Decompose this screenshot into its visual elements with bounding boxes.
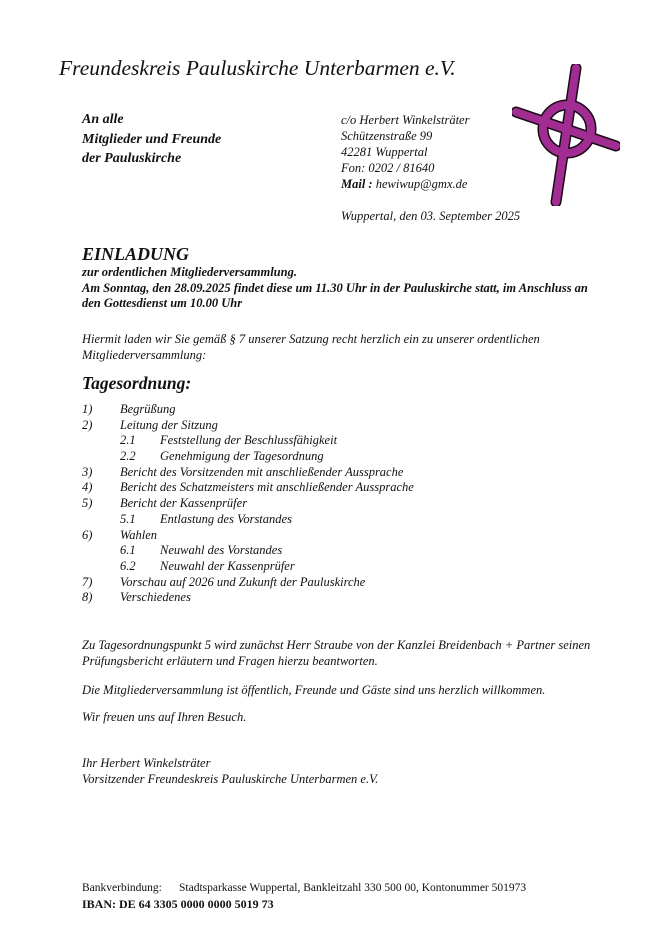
sender-mail — [341, 176, 469, 192]
agenda-text: Begrüßung — [120, 402, 176, 416]
agenda-number: 2.1 — [120, 433, 136, 448]
agenda-item — [82, 496, 582, 512]
agenda-item — [82, 465, 582, 481]
agenda-text: Genehmigung der Tagesordnung — [160, 449, 324, 464]
agenda-number: 7) — [82, 574, 93, 589]
agenda-number: 4) — [82, 480, 93, 495]
agenda-item — [82, 418, 582, 434]
agenda-number: 5.1 — [120, 511, 136, 526]
agenda-subitem — [82, 449, 582, 465]
recipient-line: An alle — [82, 112, 124, 127]
agenda-item — [82, 480, 582, 496]
sender-phone: Fon: 0202 / 81640 — [341, 161, 435, 175]
agenda-item — [82, 528, 582, 544]
agenda-number: 8) — [82, 590, 93, 605]
intro-paragraph: Hiermit laden wir Sie gemäß § 7 unserer Satzung recht herzlich ein zu unserer ordentlichen Mitgliederversammlung: — [82, 332, 540, 362]
agenda-text: Verschiedenes — [120, 590, 191, 605]
sender-city: 42281 Wuppertal — [341, 145, 428, 159]
agenda-text: Feststellung der Beschlussfähigkeit — [160, 433, 338, 448]
agenda-title: Tagesordnung: — [82, 373, 192, 393]
agenda-subitem — [82, 433, 582, 449]
agenda-number: 6) — [82, 527, 93, 542]
agenda-item — [82, 590, 582, 606]
signature-role: Vorsitzender Freundeskreis Pauluskirche Unterbarmen e.V. — [82, 772, 379, 786]
agenda-text: Entlastung des Vorstandes — [160, 511, 292, 526]
agenda-text: Bericht des Schatzmeisters mit anschließender Aussprache — [120, 480, 414, 495]
agenda-text: Neuwahl des Vorstandes — [160, 543, 283, 558]
agenda-text: Bericht der Kassenprüfer — [120, 496, 248, 511]
mail-address[interactable]: hewiwup@gmx.de — [372, 177, 468, 191]
agenda-number: 2.2 — [120, 449, 136, 464]
mail-label: Mail : — [341, 177, 373, 191]
agenda-item — [82, 402, 582, 418]
agenda-number: 5) — [82, 496, 93, 511]
agenda-number: 3) — [82, 464, 93, 479]
agenda-subitem — [82, 512, 582, 528]
invitation-subheading — [82, 265, 602, 312]
place-date: Wuppertal, den 03. September 2025 — [341, 209, 521, 223]
agenda-subitem — [82, 543, 582, 559]
sender-address — [341, 112, 469, 192]
organization-title: Freundeskreis Pauluskirche Unterbarmen e.V. — [59, 56, 456, 80]
agenda-number: 6.2 — [120, 558, 136, 573]
agenda-number: 2) — [82, 417, 93, 432]
agenda-number: 6.1 — [120, 543, 136, 558]
agenda-text: Wahlen — [120, 527, 158, 542]
iban: IBAN: DE 64 3305 0000 0000 5019 73 — [82, 897, 274, 911]
agenda-item — [82, 575, 582, 591]
invitation-heading: EINLADUNG — [82, 244, 190, 264]
recipient-line: der Pauluskirche — [82, 151, 182, 166]
recipient-block — [82, 110, 221, 169]
bank-details — [82, 882, 526, 894]
agenda-subitem — [82, 559, 582, 575]
recipient-line: Mitglieder und Freunde — [82, 131, 222, 147]
agenda-number: 1) — [82, 402, 93, 416]
bank-info: Stadtsparkasse Wuppertal, Bankleitzahl 330 500 00, Kontonummer 501973 — [179, 882, 527, 894]
welcome-note: Wir freuen uns auf Ihren Besuch. — [82, 710, 247, 724]
signature-block — [82, 755, 378, 787]
agenda-text: Neuwahl der Kassenprüfer — [160, 558, 295, 573]
agenda-text: Leitung der Sitzung — [120, 417, 218, 432]
signature-name: Ihr Herbert Winkelsträter — [82, 756, 211, 770]
agenda-text: Bericht des Vorsitzenden mit anschließender Aussprache — [120, 464, 404, 479]
sender-name: c/o Herbert Winkelsträter — [341, 113, 470, 127]
public-note: Die Mitgliederversammlung ist öffentlich, Freunde und Gäste sind uns herzlich willkommen. — [82, 683, 546, 697]
subheading-date-line: Am Sonntag, den 28.09.2025 findet diese um 11.30 Uhr in der Pauluskirche statt, im Anschluss an den Gottesdienst um 10.00 Uhr — [82, 280, 588, 310]
sender-street: Schützenstraße 99 — [341, 129, 433, 143]
subheading-line: zur ordentlichen Mitgliederversammlung. — [82, 265, 297, 279]
cross-logo-icon — [512, 64, 620, 211]
agenda-text: Vorschau auf 2026 und Zukunft der Pauluskirche — [120, 574, 366, 589]
bank-label: Bankverbindung: — [82, 882, 162, 894]
audit-note: Zu Tagesordnungspunkt 5 wird zunächst Herr Straube von der Kanzlei Breidenbach + Partner seinen Prüfungsbericht erläutern und Fragen hierzu beantworten. — [82, 638, 591, 668]
agenda-list — [82, 402, 582, 606]
